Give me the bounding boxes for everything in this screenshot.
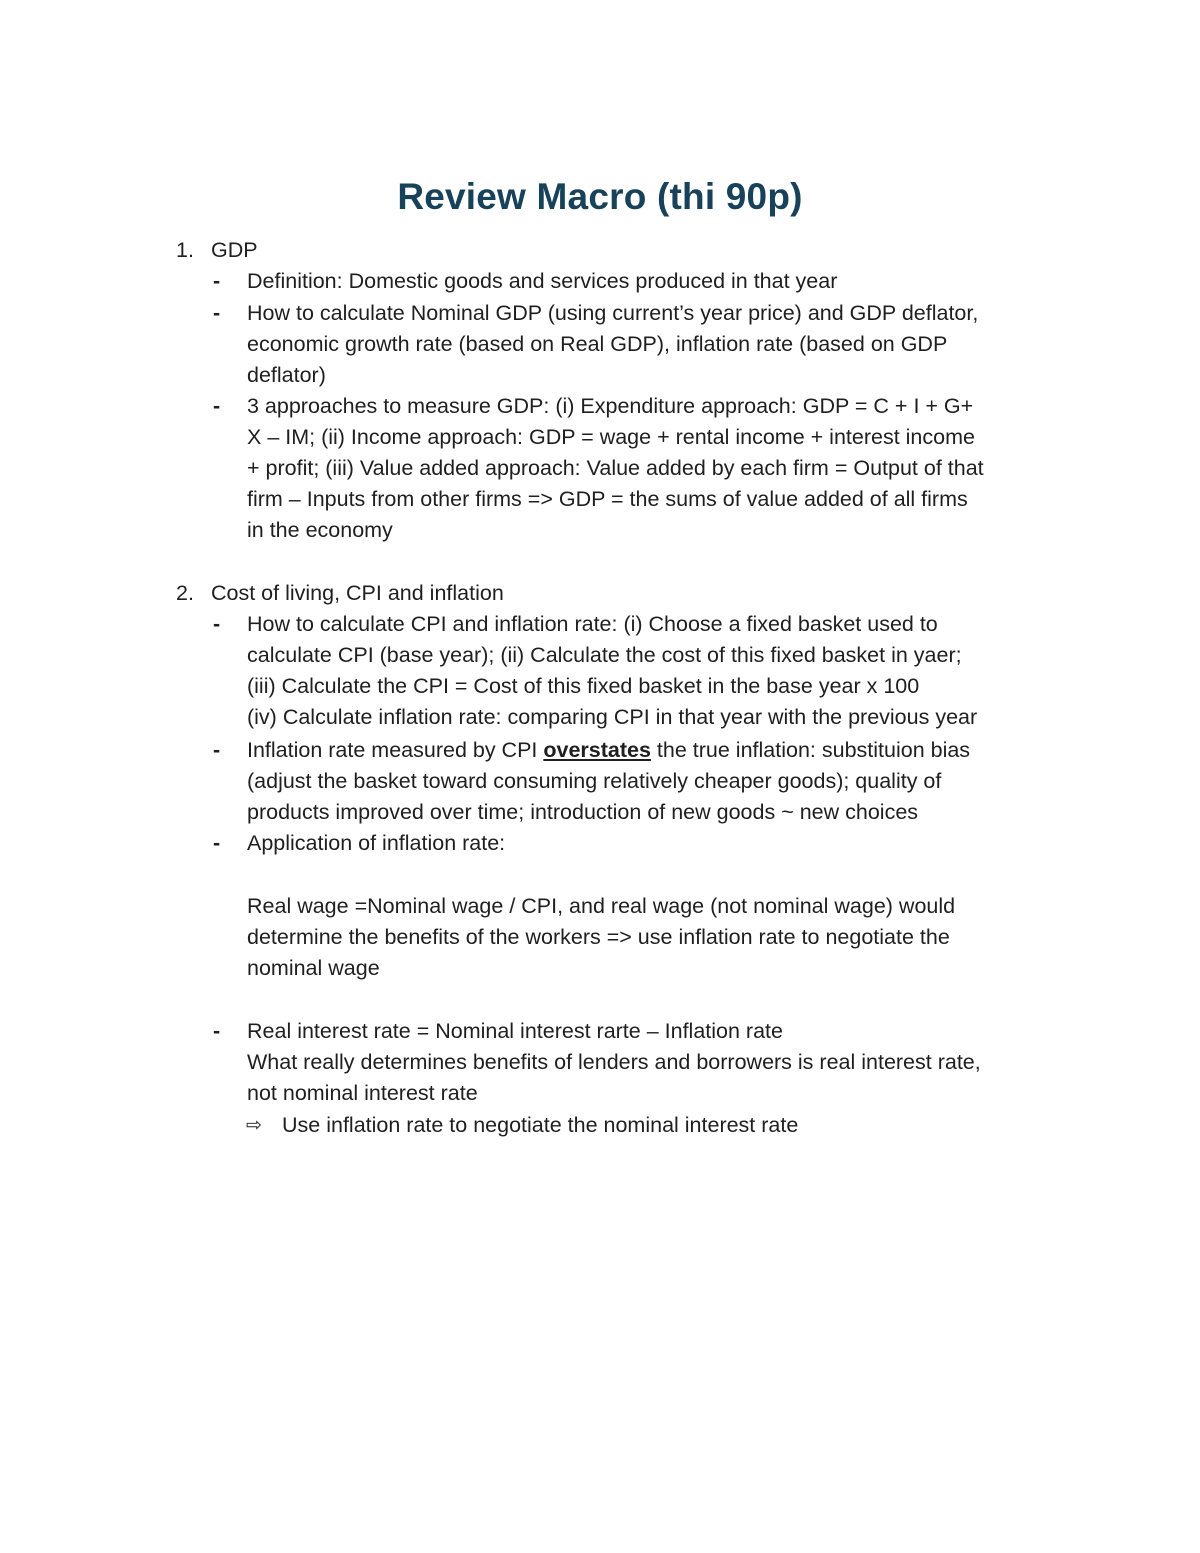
bullet-marker: - xyxy=(213,831,221,855)
bullet-cpi-calculation xyxy=(247,609,1067,733)
text-line: not nominal interest rate xyxy=(247,1081,478,1106)
section-number: 1. xyxy=(176,238,194,262)
bullet-marker: - xyxy=(213,269,221,293)
bullet-marker: - xyxy=(213,301,221,325)
real-wage-paragraph xyxy=(247,891,1067,984)
text-line: deflator) xyxy=(247,363,326,388)
bullet-marker: - xyxy=(213,612,221,636)
bullet-marker: - xyxy=(213,738,221,762)
bullet-marker: - xyxy=(213,1019,221,1043)
text-line: How to calculate Nominal GDP (using current’s year price) and GDP deflator, xyxy=(247,301,979,325)
text-line: What really determines benefits of lenders and borrowers is real interest rate, xyxy=(247,1050,981,1075)
text-line: X – IM; (ii) Income approach: GDP = wage + rental income + interest income xyxy=(247,425,975,450)
text-line: products improved over time; introduction of new goods ~ new choices xyxy=(247,800,919,825)
bullet-real-interest xyxy=(247,1016,1067,1109)
text-line: (iv) Calculate inflation rate: comparing CPI in that year with the previous year xyxy=(247,705,978,730)
text-line: 3 approaches to measure GDP: (i) Expenditure approach: GDP = C + I + G+ xyxy=(247,394,974,418)
text-line: calculate CPI (base year); (ii) Calculate the cost of this fixed basket in yaer; xyxy=(247,643,962,668)
text-line xyxy=(247,735,1067,766)
text-line: nominal wage xyxy=(247,956,380,981)
section-heading: GDP xyxy=(211,238,258,262)
text-line: (adjust the basket toward consuming relatively cheaper goods); quality of xyxy=(247,769,942,794)
text-line: in the economy xyxy=(247,518,393,543)
text-line: Application of inflation rate: xyxy=(247,831,506,855)
text-line: Definition: Domestic goods and services produced in that year xyxy=(247,269,838,293)
bullet-calculation xyxy=(247,298,1067,391)
emphasis-overstates: overstates xyxy=(543,738,651,762)
right-arrow-outline-icon: ⇨ xyxy=(246,1115,262,1136)
arrow-conclusion xyxy=(282,1110,1102,1141)
section-heading: Cost of living, CPI and inflation xyxy=(211,581,504,605)
bullet-definition xyxy=(247,266,1067,297)
text-fragment: Inflation rate measured by CPI xyxy=(247,738,544,762)
text-line: Real interest rate = Nominal interest rarte – Inflation rate xyxy=(247,1019,783,1043)
text-line: Real wage =Nominal wage / CPI, and real wage (not nominal wage) would xyxy=(247,894,956,918)
page-title: Review Macro (thi 90p) xyxy=(397,176,803,217)
text-line: (iii) Calculate the CPI = Cost of this fixed basket in the base year x 100 xyxy=(247,674,920,699)
bullet-cpi-overstates xyxy=(247,735,1067,828)
text-line: economic growth rate (based on Real GDP), inflation rate (based on GDP xyxy=(247,332,948,357)
bullet-application xyxy=(247,828,1067,859)
text-line: determine the benefits of the workers => use inflation rate to negotiate the xyxy=(247,925,950,950)
text-line: How to calculate CPI and inflation rate: (i) Choose a fixed basket used to xyxy=(247,612,938,636)
text-fragment: the true inflation: substituion bias xyxy=(650,738,971,762)
text-line: firm – Inputs from other firms => GDP = the sums of value added of all firms xyxy=(247,487,968,512)
text-line: Use inflation rate to negotiate the nominal interest rate xyxy=(282,1113,799,1137)
text-line: + profit; (iii) Value added approach: Value added by each firm = Output of that xyxy=(247,456,984,481)
bullet-approaches xyxy=(247,391,1067,546)
bullet-marker: - xyxy=(213,394,221,418)
section-number: 2. xyxy=(176,581,194,605)
